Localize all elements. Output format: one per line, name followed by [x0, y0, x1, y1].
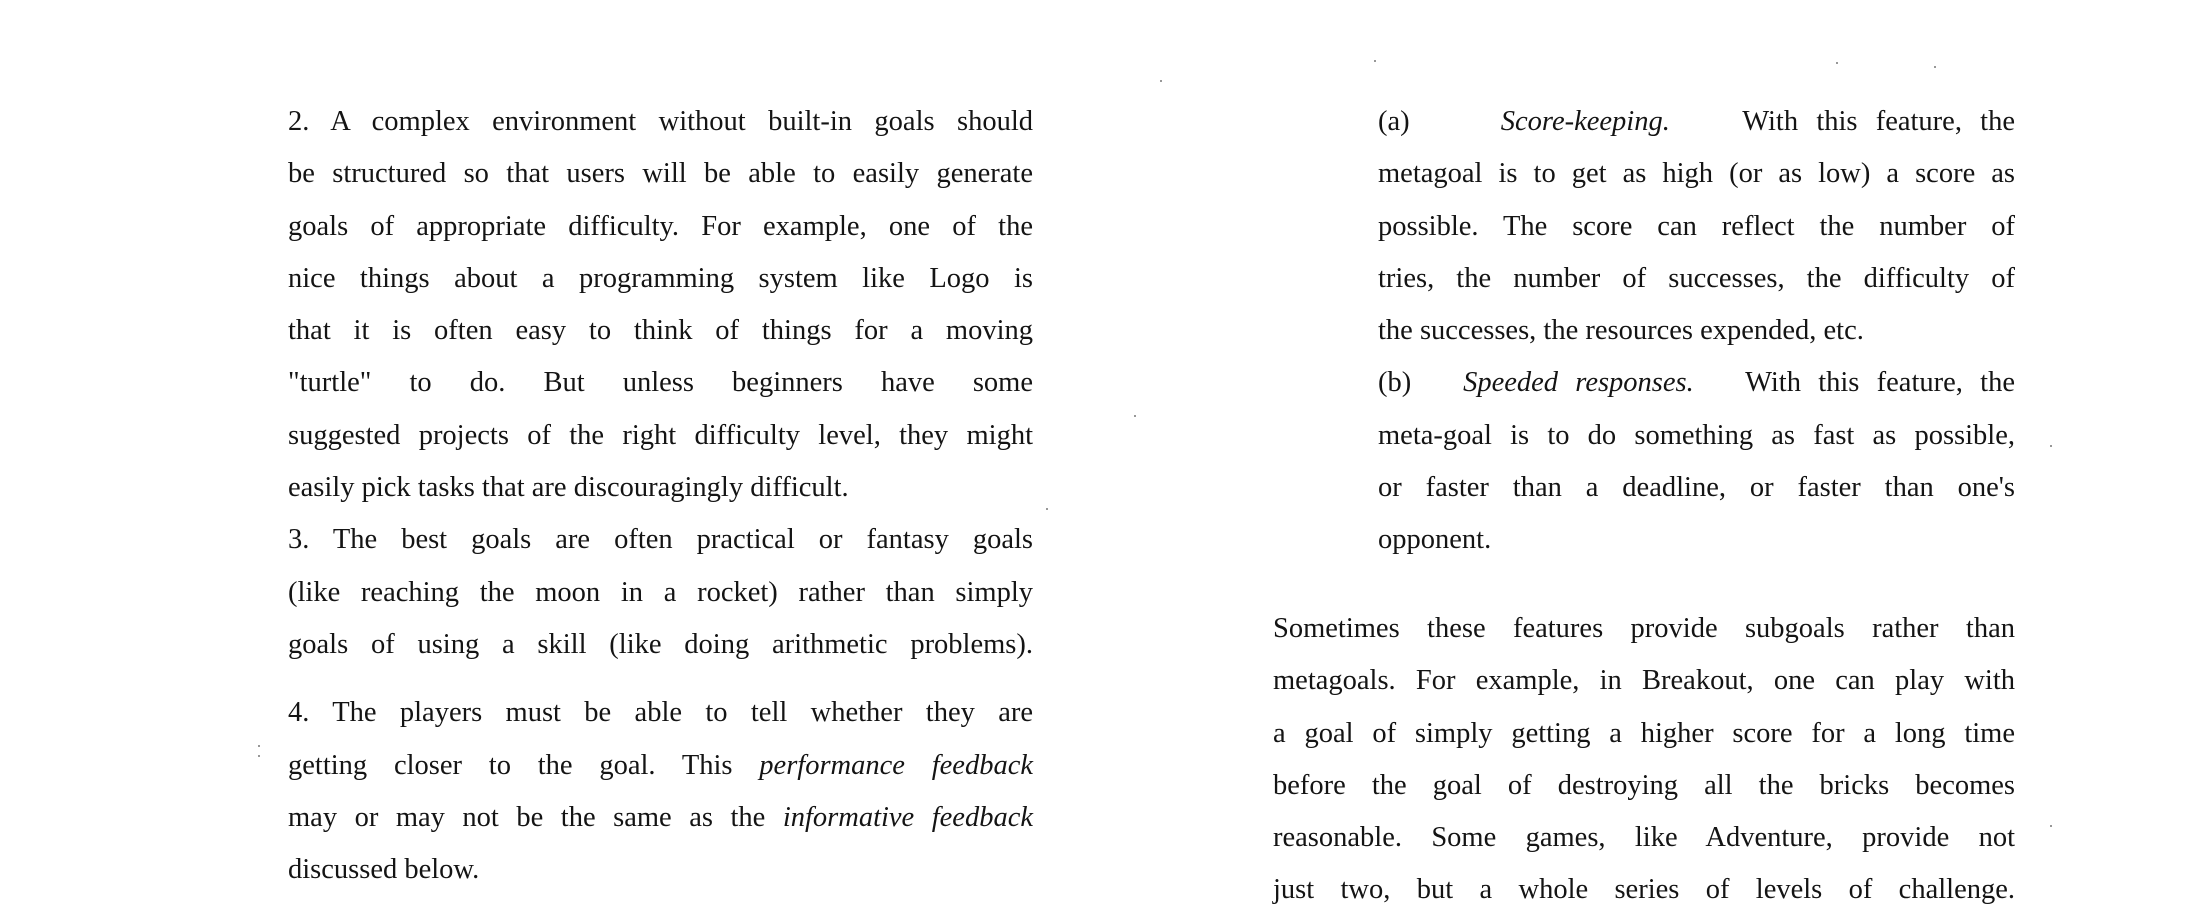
text-line: possible. The score can reflect the number of — [1378, 210, 2015, 242]
scan-speck — [2050, 825, 2052, 827]
text-line: goals of appropriate difficulty. For example, one of the — [288, 210, 1033, 242]
text-line: tries, the number of successes, the difficulty of — [1378, 262, 2015, 294]
text-line: discussed below. — [288, 854, 480, 886]
line-text: With this feature, the — [1745, 367, 2015, 399]
item-2 — [288, 96, 1033, 514]
text-line: suggested projects of the right difficulty level, they might — [288, 419, 1033, 451]
text-line: reasonable. Some games, like Adventure, provide not — [1273, 822, 2015, 854]
list-marker: (b) — [1378, 367, 1412, 399]
text-line: that it is often easy to think of things for a moving — [288, 315, 1033, 347]
scan-speck — [1934, 66, 1936, 68]
text-line — [288, 792, 1033, 844]
right-column-list — [1378, 96, 2015, 567]
scan-speck — [258, 755, 260, 757]
left-column — [288, 96, 1033, 896]
text-line: metagoals. For example, in Breakout, one can play with — [1273, 665, 2015, 697]
text-line: meta-goal is to do something as fast as possible, — [1378, 419, 2015, 451]
text-line: the successes, the resources expended, etc. — [1378, 315, 1864, 347]
list-marker: (a) — [1378, 106, 1410, 137]
text-line: opponent. — [1378, 524, 1492, 556]
scan-speck — [258, 745, 260, 747]
scan-speck — [1134, 415, 1136, 417]
text-line: 4. The players must be able to tell whether they are — [288, 697, 1033, 729]
scan-speck — [2050, 445, 2052, 447]
informative-feedback-term: informative feedback — [782, 801, 1033, 833]
text-line: 3. The best goals are often practical or fantasy goals — [288, 524, 1033, 556]
text-line: or faster than a deadline, or faster than one's — [1378, 472, 2015, 504]
line-text: may or may not be the same as the — [288, 801, 766, 833]
item-a — [1378, 96, 2015, 357]
item-b — [1378, 357, 2015, 566]
scan-speck — [1374, 60, 1376, 62]
scan-speck — [1836, 62, 1838, 64]
scan-speck — [1046, 508, 1048, 510]
text-line — [288, 740, 1033, 792]
line-text: getting closer to the goal. This — [288, 749, 733, 781]
text-line: a goal of simply getting a higher score for a long time — [1273, 717, 2015, 749]
text-line: easily pick tasks that are discouragingly difficult. — [288, 472, 849, 504]
line-text: With this feature, the — [1742, 106, 2015, 137]
text-line: "turtle" to do. But unless beginners have some — [288, 367, 1033, 399]
scan-speck — [1160, 80, 1162, 82]
right-column-paragraph — [1273, 603, 2015, 917]
text-line: be structured so that users will be able to easily generate — [288, 158, 1033, 190]
text-line: just two, but a whole series of levels of challenge. — [1273, 874, 2015, 906]
text-line: metagoal is to get as high (or as low) a score as — [1378, 158, 2015, 190]
performance-feedback-term: performance feedback — [759, 749, 1033, 781]
text-line: Sometimes these features provide subgoals rather than — [1273, 613, 2015, 644]
text-line — [1378, 96, 2015, 148]
speeded-responses-term: Speeded responses. — [1463, 367, 1694, 399]
item-4 — [288, 687, 1033, 896]
text-line: (like reaching the moon in a rocket) rather than simply — [288, 576, 1033, 608]
text-line: nice things about a programming system like Logo is — [288, 262, 1033, 294]
item-3 — [288, 514, 1033, 671]
text-line: 2. A complex environment without built-in goals should — [288, 106, 1033, 137]
text-line: before the goal of destroying all the bricks becomes — [1273, 769, 2015, 801]
score-keeping-term: Score-keeping. — [1500, 106, 1670, 137]
text-line — [1378, 357, 2015, 409]
text-line: goals of using a skill (like doing arithmetic problems). — [288, 628, 1033, 660]
